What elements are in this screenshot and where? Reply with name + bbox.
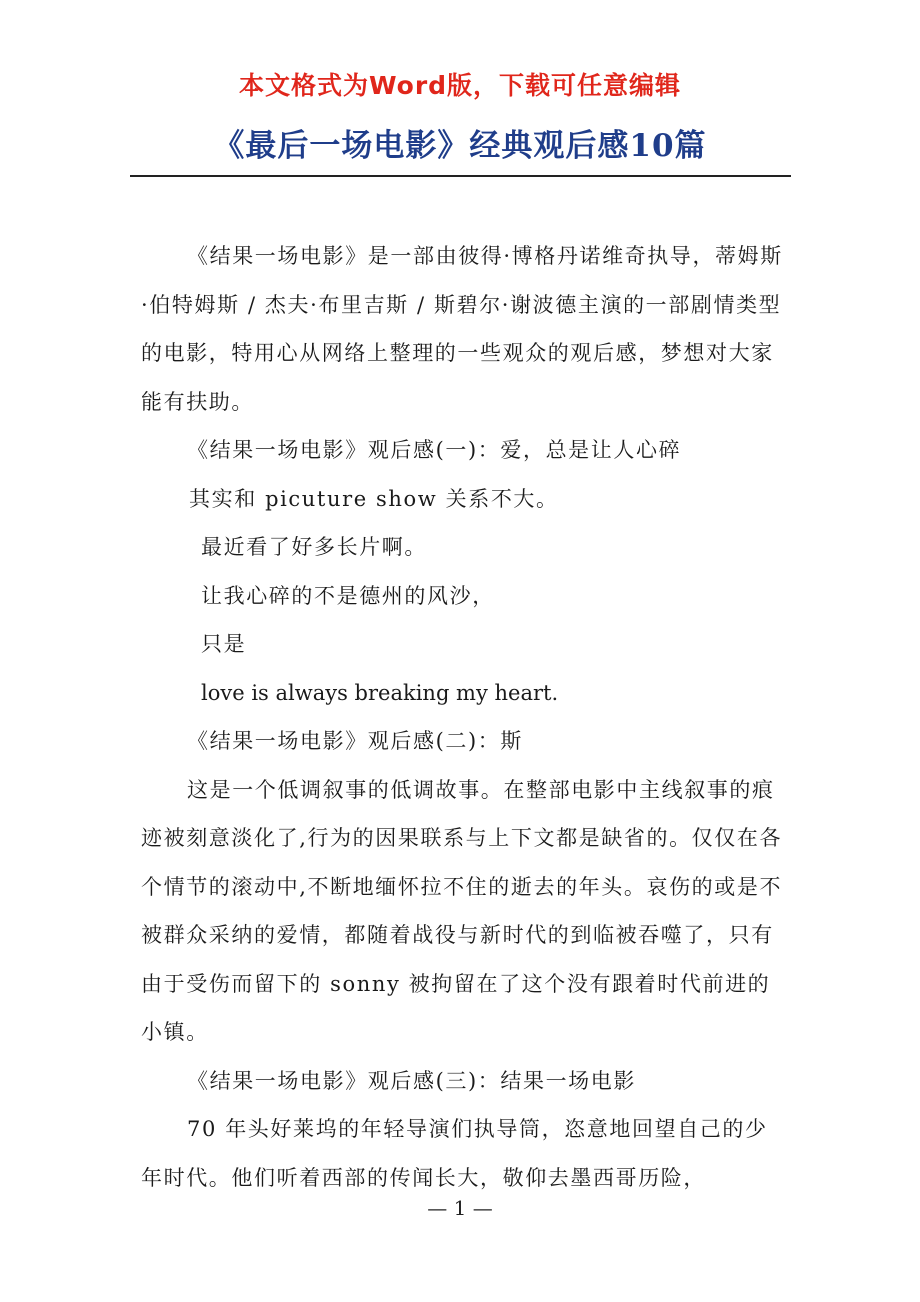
review-paragraph-3: 70 年头好莱坞的年轻导演们执导筒，恣意地回望自己的少年时代。他们听着西部的传闻长大，敬仰去墨西哥历险， — [141, 1117, 768, 1190]
review-line-4: 只是 — [201, 632, 247, 656]
document-title: 《最后一场电影》经典观后感10篇 — [213, 128, 707, 164]
document-body — [141, 232, 785, 1202]
section-heading-3: 《结果一场电影》观后感(三)：结果一场电影 — [187, 1068, 636, 1093]
intro-paragraph: 《结果一场电影》是一部由彼得·博格丹诺维奇执导，蒂姆斯·伯特姆斯 / 杰夫·布里吉斯 / 斯碧尔·谢波德主演的一部剧情类型的电影，特用心从网络上整理的一些观众的观后感，梦想对大家能有扶助。 — [141, 244, 783, 414]
review-paragraph-2: 这是一个低调叙事的低调故事。在整部电影中主线叙事的痕迹被刻意淡化了,行为的因果联系与上下文都是缺省的。仅仅在各个情节的滚动中,不断地缅怀拉不住的逝去的年头。哀伤的或是不被群众采纳的爱情，都随着战役与新时代的到临被吞噬了，只有由于受伤而留下的 sonny 被拘留在了这个没有跟着时代前进的小镇。 — [141, 777, 783, 1044]
title-divider — [130, 175, 791, 177]
review-line-2: 最近看了好多长片啊。 — [201, 535, 427, 559]
page-number: — 1 — — [427, 1196, 493, 1220]
review-line-1: 其实和 picuture show 关系不大。 — [189, 486, 559, 511]
section-heading-1: 《结果一场电影》观后感(一)：爱，总是让人心碎 — [187, 438, 682, 462]
review-line-3: 让我心碎的不是德州的风沙， — [201, 583, 495, 608]
format-banner: 本文格式为Word版，下载可任意编辑 — [238, 71, 682, 100]
review-line-5: love is always breaking my heart. — [201, 680, 559, 705]
section-heading-2: 《结果一场电影》观后感(二)：斯 — [187, 729, 523, 753]
